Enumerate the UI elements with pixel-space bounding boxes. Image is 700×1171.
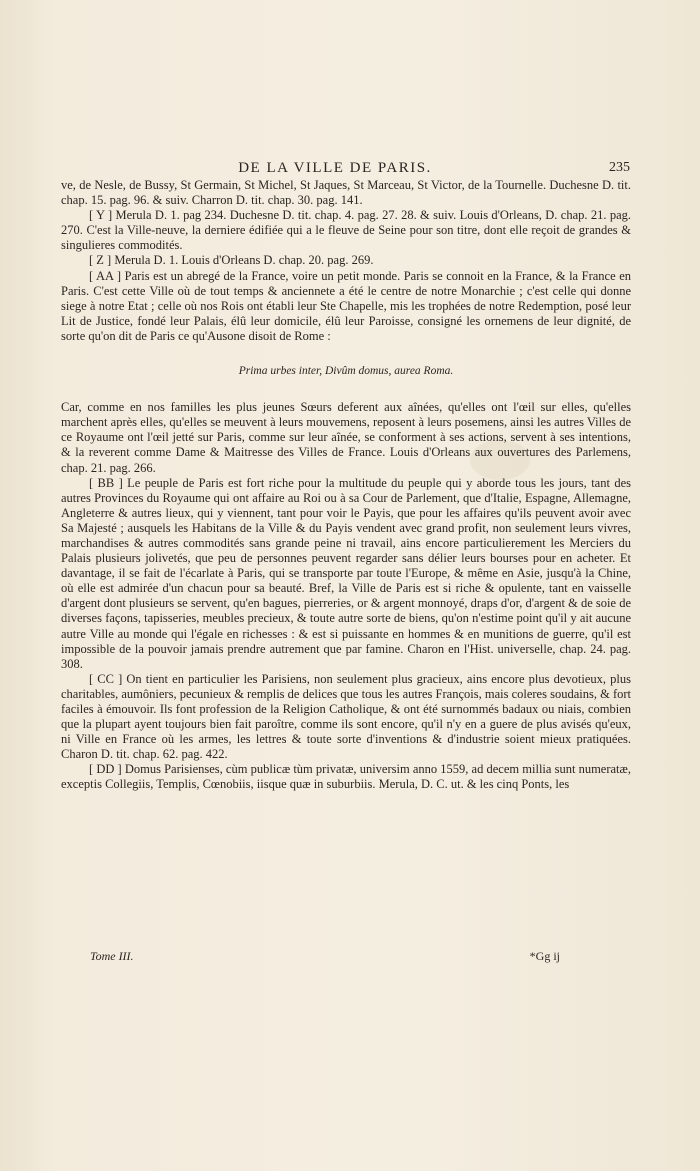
note-y: [ Y ] Merula D. 1. pag 234. Duchesne D. tit. chap. 4. pag. 27. 28. & suiv. Louis d'Orleans, D. chap. 21. pag. 270. C'est la Ville-neuve, la derniere édifiée qui a le fleuve de Seine pour son titre, dont elle reçoit de grandes & singulieres commodités. bbox=[61, 208, 631, 253]
note-aa: [ AA ] Paris est un abregé de la France, voire un petit monde. Paris se connoit en la France, & la France en Paris. C'est cette Ville où de tout temps & anciennete a été le centre de notre Monarchie ; c'est celle qui donne siege à notre Etat ; celle où nos Rois ont établi leur Ste Chapelle, mis les trophées de notre Redemption, posé leur Lit de Justice, fondé leur Palais, élû leur domicile, élû leur Paroisse, consigné les ornemens de leur dignité, de sorte qu'on dit de Paris ce qu'Ausone disoit de Rome : bbox=[61, 268, 631, 343]
note-dd: [ DD ] Domus Parisienses, cùm publicæ tùm privatæ, universim anno 1559, ad decem millia sunt numeratæ, exceptis Collegiis, Templis, Cœnobiis, iisque quæ in suburbiis. Merula, D. C. ut. & les cinq Ponts, les bbox=[61, 762, 631, 792]
body-text bbox=[61, 178, 631, 793]
page-footer bbox=[90, 949, 560, 967]
note-cc: [ CC ] On tient en particulier les Parisiens, non seulement plus gracieux, ains encore plus devotieux, plus charitables, aumôniers, pecunieux & remplis de delices que tous les autres François, mais coleres soudains, & fort faciles à émouvoir. Ils font profession de la Religion Catholique, & ont été surnommés badaux ou niais, combien que la plupart ayent toujours bien fait paroître, comme ils sont encore, qu'il n'y en a guere de plus avisés qu'eux, ni Ville en France où les armes, les lettres & toute sorte d'inventions & d'industrie soient mieux pratiquées. Charon D. tit. chap. 62. pag. 422. bbox=[61, 671, 631, 762]
signature-mark: *Gg ij bbox=[529, 949, 560, 963]
latin-quote: Prima urbes inter, Divûm domus, aurea Roma. bbox=[238, 365, 454, 378]
volume-label: Tome III. bbox=[90, 949, 134, 963]
note-bb: [ BB ] Le peuple de Paris est fort riche pour la multitude du peuple qui y aborde tous les jours, tant des autres Provinces du Royaume qui ont affaire au Roi ou à sa Cour de Parlement, que d'Italie, Espagne, Allemagne, Angleterre & autres lieux, qui y viennent, tant pour voir le Payis, que pour les affaires qu'ils peuvent avoir avec Sa Majesté ; ausquels les Habitans de la Ville & du Payis vendent avec grand profit, non seulement leurs vivres, marchandises & autres commodités sans grande peine ni travail, ains encore particulierement les Merciers du Palais plusieurs jolivetés, que peu de personnes peuvent regarder sans délier leurs bourses pour en acheter. Et davantage, il se fait de l'écarlate à Paris, qui se transporte par toute l'Europe, & même en Asie, jusqu'à la Chine, où elle est admirée d'un chacun pour sa beauté. Bref, la Ville de Paris est si riche & opulente, tant en vaisselle d'argent dont plusieurs se servent, qu'en bagues, pierreries, or & argent monnoyé, draps d'or, d'argent & de soie de diverses façons, tapisseries, meubles precieux, & toute autre sorte de biens, qu'on n'estime point qu'il y ait aucune autre Ville au monde qui l'égale en richesses : & est si puissante en hommes & en munitions de guerre, qu'il est impossible de la pouvoir jamais prendre autrement que par famine. Charon en l'Hist. universelle, chap. 24. pag. 308. bbox=[61, 475, 631, 671]
note-aa-continued: Car, comme en nos familles les plus jeunes Sœurs deferent aux aînées, qu'elles ont l'œil sur elles, qu'elles marchent après elles, qu'elles se meuvent à leurs mouvemens, reposent à leurs posemens, ainsi les autres Villes de ce Royaume ont l'œil jetté sur Paris, comme sur leur aînée, se conforment à ses actions, servent à ses intentions, & la reverent comme Dame & Maitresse des Villes de France. Louis d'Orleans aux ouvertures des Parlemens, chap. 21. pag. 266. bbox=[61, 400, 631, 475]
page-number: 235 bbox=[609, 160, 630, 175]
running-head: DE LA VILLE DE PARIS. bbox=[238, 160, 432, 176]
note-z: [ Z ] Merula D. 1. Louis d'Orleans D. chap. 20. pag. 269. bbox=[89, 253, 374, 268]
paragraph-continued: ve, de Nesle, de Bussy, St Germain, St Michel, St Jaques, St Marceau, St Victor, de la Tournelle. Duchesne D. tit. chap. 15. pag. 96. & suiv. Charron D. tit. chap. 30. pag. 141. bbox=[61, 178, 631, 208]
